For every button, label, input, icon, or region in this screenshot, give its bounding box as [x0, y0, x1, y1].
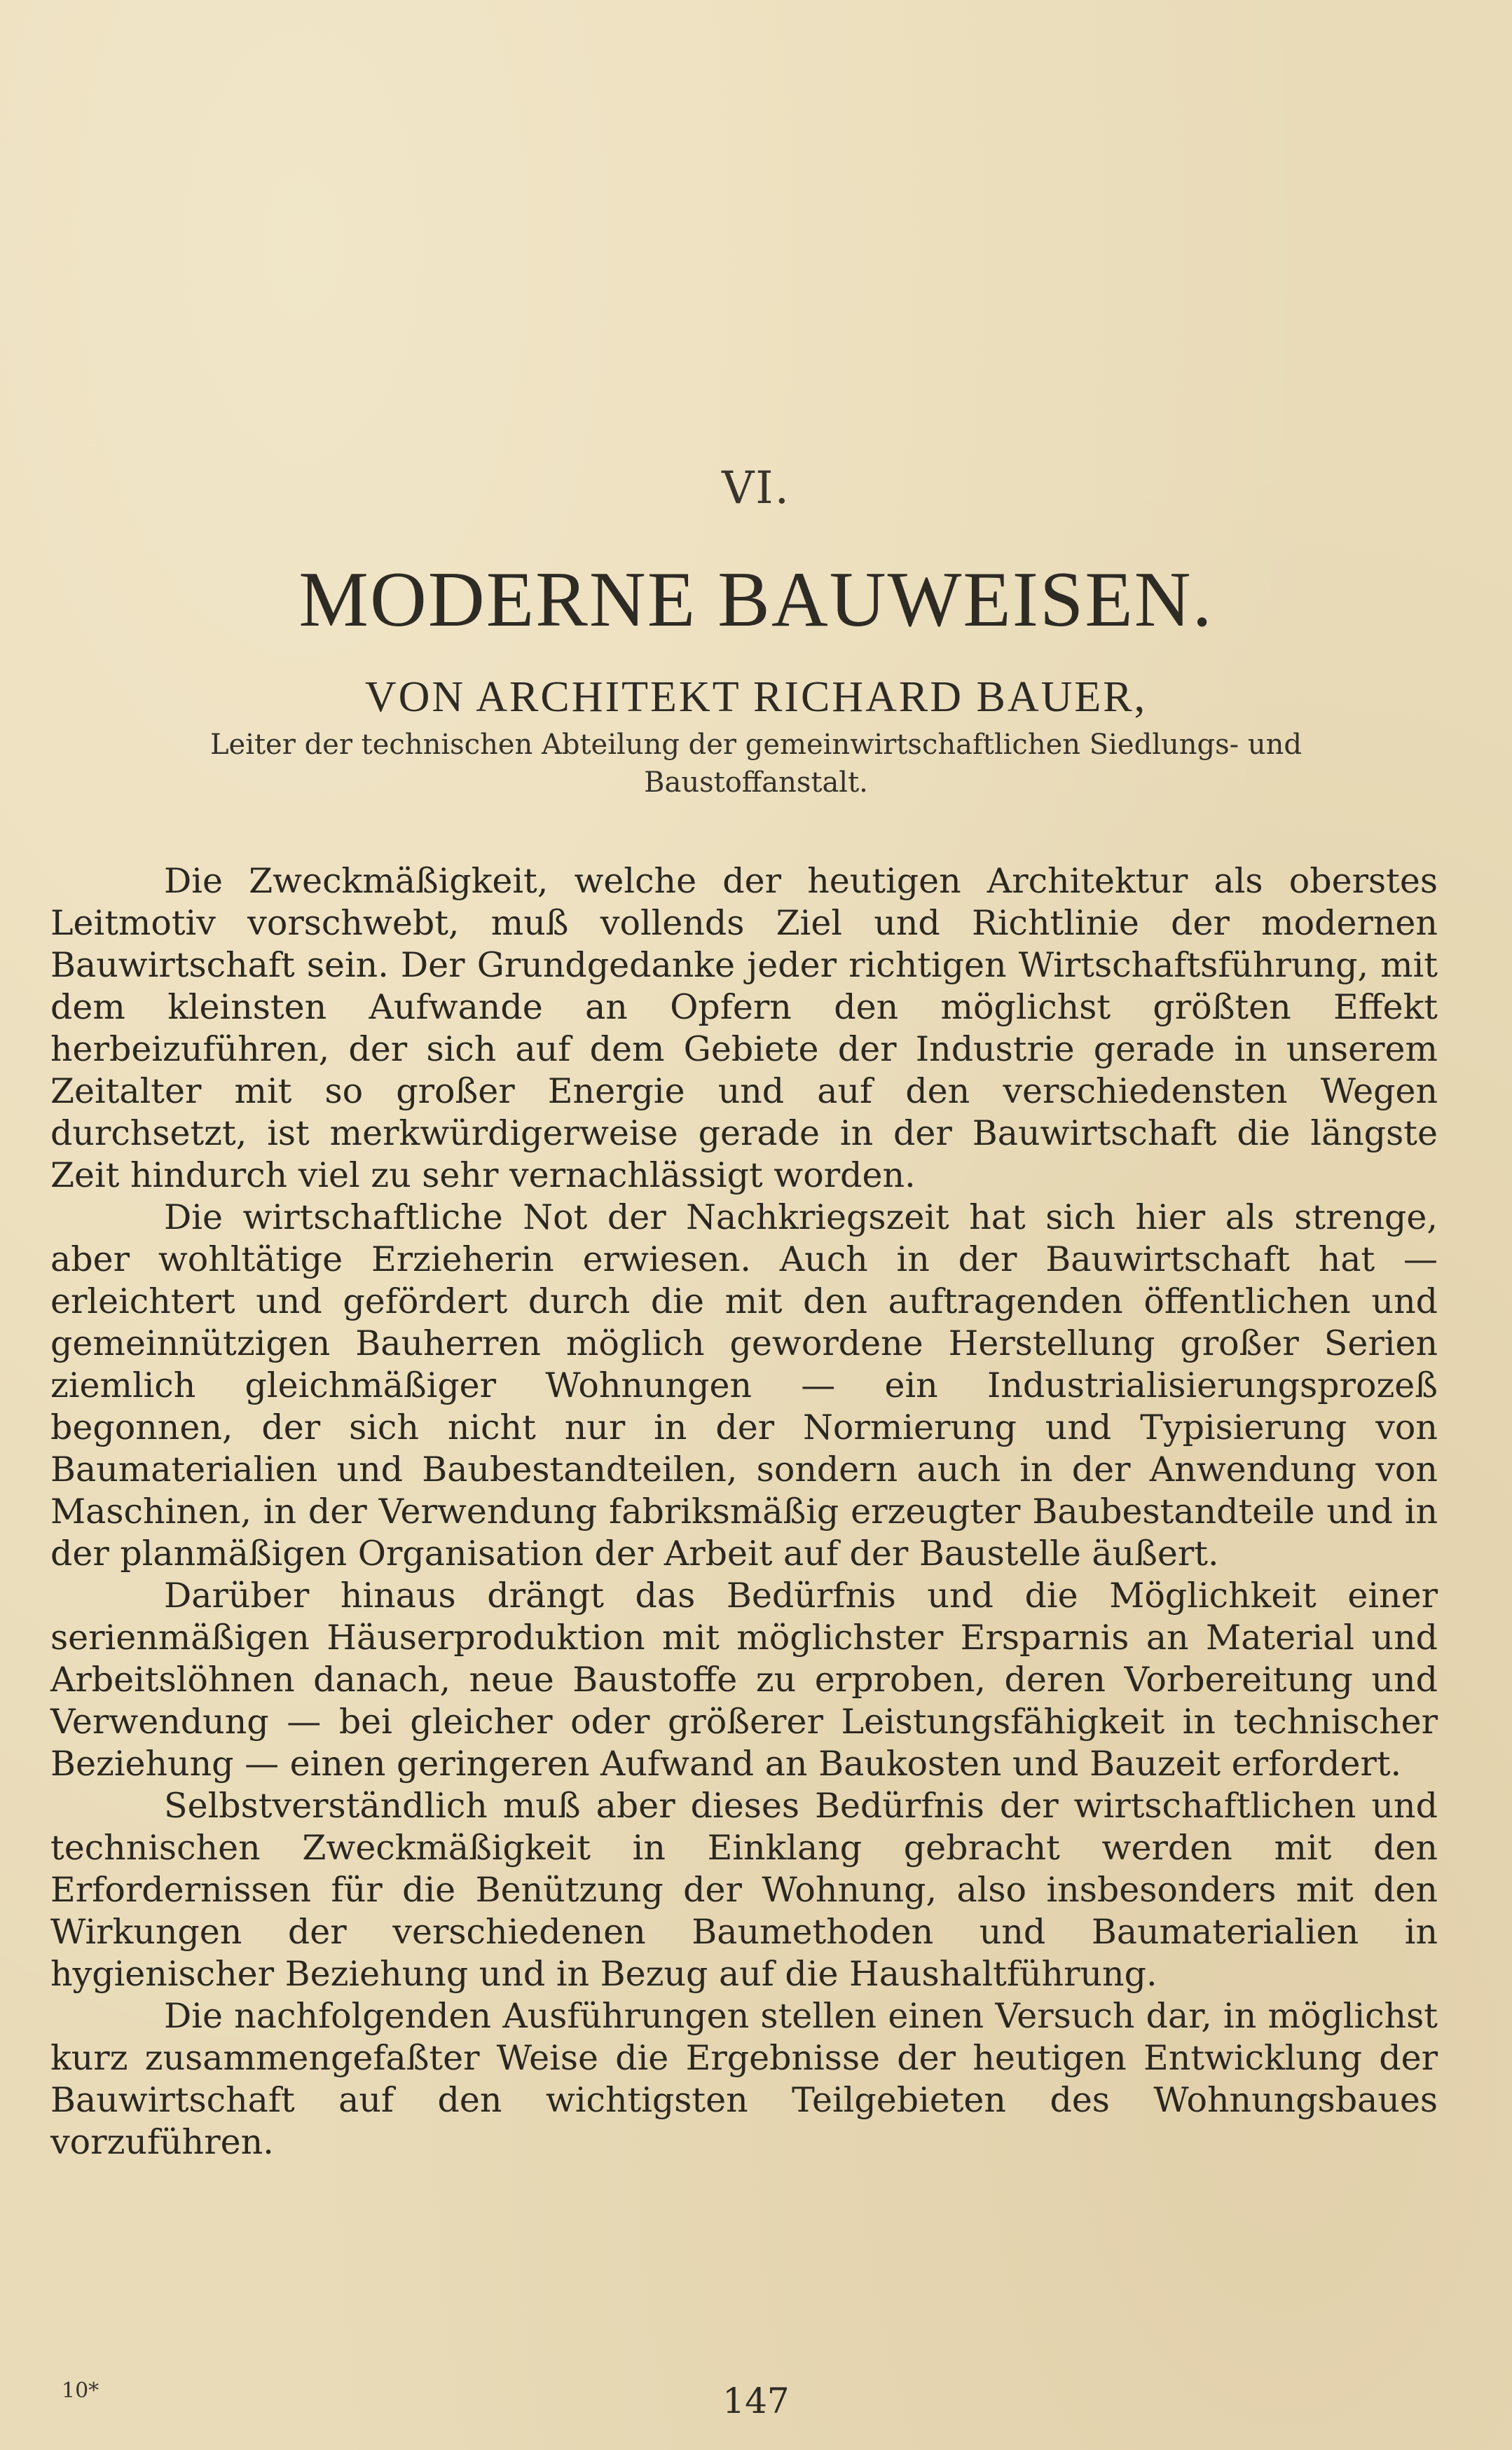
author-line: VON ARCHITEKT RICHARD BAUER,: [364, 673, 1148, 721]
paragraph-1: Die Zweckmäßigkeit, welche der heutigen Architektur als oberstes Leitmotiv vorschwebt, muß vollends Ziel und Richtlinie der modernen Bauwirtschaft sein. Der Grundgedanke jeder richtigen Wirtschaftsführung, mit dem kleinsten Aufwande an Opfern den möglichst größten Effekt herbeizuführen, der sich auf dem Gebiete der Industrie gerade in unserem Zeitalter mit so großer Energie und auf den verschiedensten Wegen durchsetzt, ist merkwürdigerweise gerade in der Bauwirtschaft die längste Zeit hindurch viel zu sehr vernachlässigt worden.: [50, 861, 1438, 1195]
author-affiliation: Leiter der technischen Abteilung der gemeinwirtschaftlichen Siedlungs- und Baustoffanstalt.: [209, 729, 1303, 799]
paragraph-3: Darüber hinaus drängt das Bedürfnis und die Möglichkeit einer serienmäßigen Häuserproduktion mit möglichster Ersparnis an Material und Arbeitslöhnen danach, neue Baustoffe zu erproben, deren Vorbereitung und Verwendung — bei gleicher oder größerer Leistungsfähigkeit in technischer Beziehung — einen geringeren Aufwand an Baukosten und Bauzeit erfordert.: [50, 1576, 1438, 1784]
signature-mark: 10*: [62, 2379, 99, 2403]
paragraph-2: Die wirtschaftliche Not der Nachkriegszeit hat sich hier als strenge, aber wohltätige Erzieherin erwiesen. Auch in der Bauwirtschaft hat — erleichtert und gefördert durch die mit den auftragenden öffentlichen und gemeinnützigen Bauherren möglich gewordene Herstellung großer Serien ziemlich gleichmäßiger Wohnungen — ein Industrialisierungsprozeß begonnen, der sich nicht nur in der Normierung und Typisierung von Baumaterialien und Baubestandteilen, sondern auch in der Anwendung von Maschinen, in der Verwendung fabriksmäßig erzeugter Baubestandteile und in der planmäßigen Organisation der Arbeit auf der Baustelle äußert.: [50, 1197, 1438, 1574]
chapter-title: MODERNE BAUWEISEN.: [298, 556, 1214, 643]
page-number: 147: [722, 2381, 790, 2421]
body-text: [50, 860, 1438, 2163]
paragraph-5: Die nachfolgenden Ausführungen stellen einen Versuch dar, in möglichst kurz zusammengefaßter Weise die Ergebnisse der heutigen Entwicklung der Bauwirtschaft auf den wichtigsten Teilgebieten des Wohnungsbaues vorzuführen.: [50, 1996, 1438, 2162]
paragraph-4: Selbstverständlich muß aber dieses Bedürfnis der wirtschaftlichen und technischen Zweckmäßigkeit in Einklang gebracht werden mit den Erfordernissen für die Benützung der Wohnung, also insbesonders mit den Wirkungen der verschiedenen Baumethoden und Baumaterialien in hygienischer Beziehung und in Bezug auf die Haushaltführung.: [50, 1786, 1438, 1994]
chapter-number: VI.: [722, 462, 790, 514]
